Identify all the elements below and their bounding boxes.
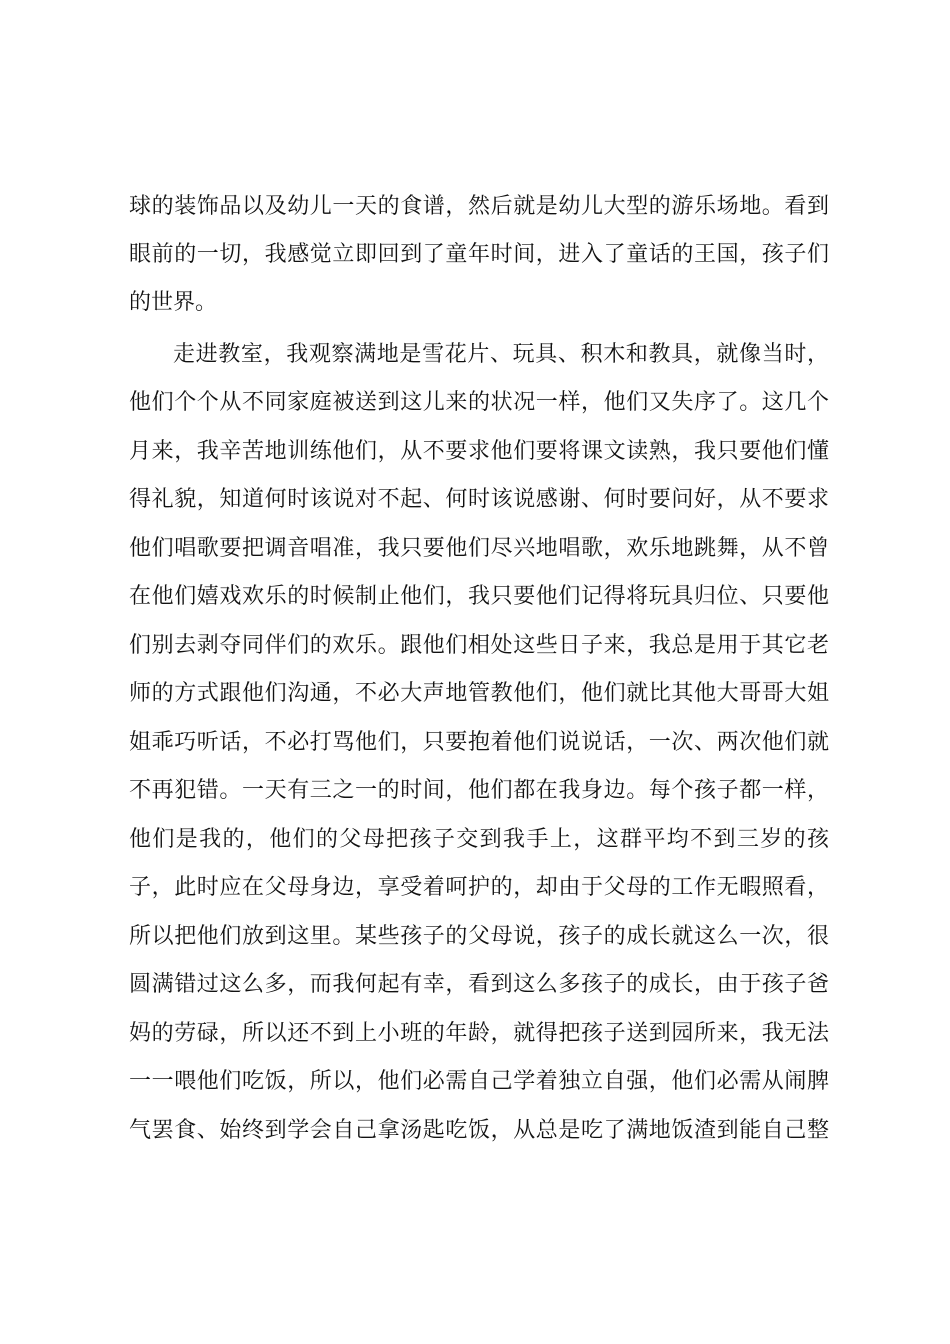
body-text-line: 一一喂他们吃饭，所以，他们必需自己学着独立自强，他们必需从闹脾 (129, 1069, 829, 1094)
body-text-line: 们别去剥夺同伴们的欢乐。跟他们相处这些日子来，我总是用于其它老 (129, 633, 829, 658)
body-text-line: 妈的劳碌，所以还不到上小班的年龄，就得把孩子送到园所来，我无法 (129, 1021, 829, 1046)
body-text-line: 子，此时应在父母身边，享受着呵护的，却由于父母的工作无暇照看， (129, 875, 829, 900)
body-text-line: 他们是我的，他们的父母把孩子交到我手上，这群平均不到三岁的孩 (129, 827, 829, 852)
body-text-line: 他们个个从不同家庭被送到这儿来的状况一样，他们又失序了。这几个 (129, 390, 829, 415)
body-text-line: 所以把他们放到这里。某些孩子的父母说，孩子的成长就这么一次，很 (129, 924, 829, 949)
body-text-line: 气罢食、始终到学会自己拿汤匙吃饭，从总是吃了满地饭渣到能自己整 (129, 1118, 829, 1143)
body-text-line: 月来，我辛苦地训练他们，从不要求他们要将课文读熟，我只要他们懂 (129, 439, 829, 464)
body-text-line: 在他们嬉戏欢乐的时候制止他们，我只要他们记得将玩具归位、只要他 (129, 584, 829, 609)
body-text-line: 球的装饰品以及幼儿一天的食谱，然后就是幼儿大型的游乐场地。看到 (129, 194, 829, 219)
body-text-line: 姐乖巧听话，不必打骂他们，只要抱着他们说说话，一次、两次他们就 (129, 730, 829, 755)
body-text-line: 圆满错过这么多，而我何起有幸，看到这么多孩子的成长，由于孩子爸 (129, 972, 829, 997)
body-text-line: 不再犯错。一天有三之一的时间，他们都在我身边。每个孩子都一样， (129, 778, 829, 803)
body-text-line: 师的方式跟他们沟通，不必大声地管教他们，他们就比其他大哥哥大姐 (129, 681, 829, 706)
body-text-line: 的世界。 (129, 290, 218, 315)
paragraph-first-line: 走进教室，我观察满地是雪花片、玩具、积木和教具，就像当时， (173, 342, 829, 367)
body-text-line: 他们唱歌要把调音唱准，我只要他们尽兴地唱歌，欢乐地跳舞，从不曾 (129, 536, 829, 561)
body-text-line: 眼前的一切，我感觉立即回到了童年时间，进入了童话的王国，孩子们 (129, 242, 829, 267)
body-text-line: 得礼貌，知道何时该说对不起、何时该说感谢、何时要问好，从不要求 (129, 487, 829, 512)
